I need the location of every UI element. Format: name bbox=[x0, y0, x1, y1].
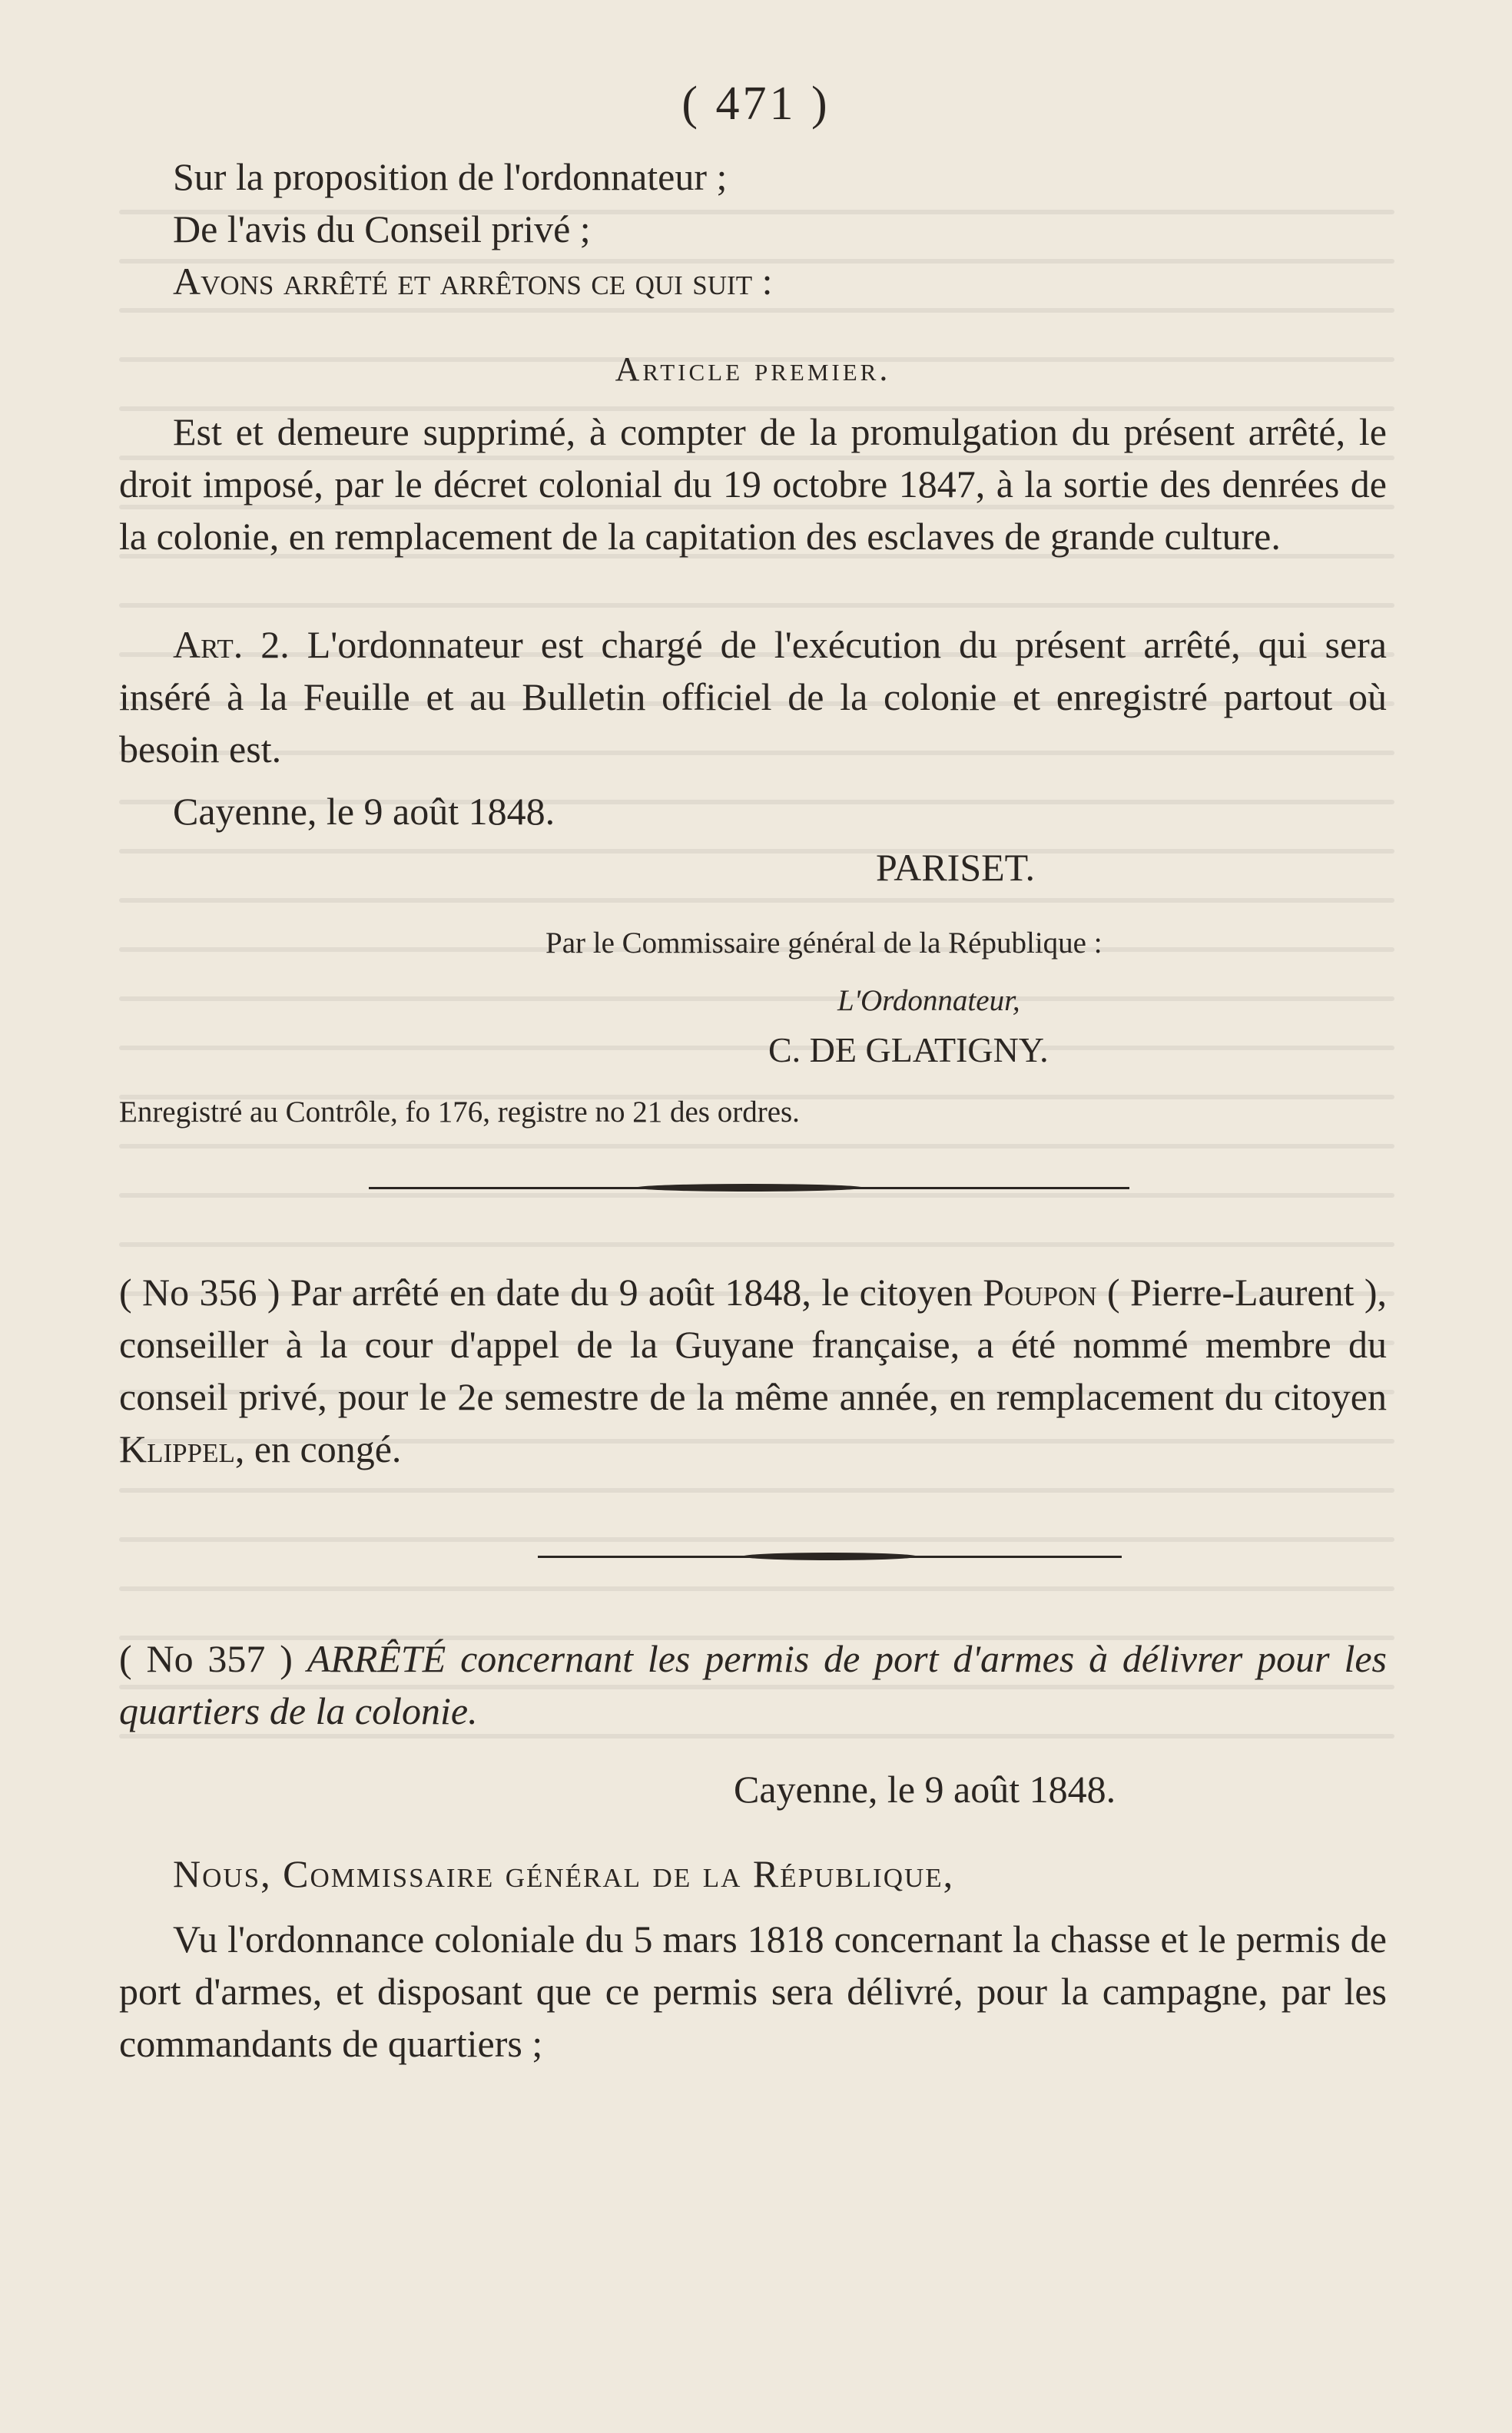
article-1-body bbox=[119, 406, 1387, 562]
ordonnateur-title: L'Ordonnateur, bbox=[837, 984, 1020, 1017]
section-divider bbox=[538, 1556, 1122, 1558]
entry-356-text-b: ( Pierre-Laurent ), conseiller à la cour d'appel de la Guyane française, a été nommé membre du conseil privé, pour le 2e semestre de la même année, en remplacement du citoyen bbox=[119, 1271, 1388, 1418]
entry-356-paragraph bbox=[119, 1266, 1387, 1475]
decree-date: Cayenne, le 9 août 1848. bbox=[173, 790, 555, 833]
commissioner-line: Par le Commissaire général de la République : bbox=[545, 926, 1102, 960]
signature-pariset: PARISET. bbox=[876, 846, 1036, 889]
article-2-label: Art. 2. bbox=[173, 623, 290, 666]
article-heading: Article premier. bbox=[615, 350, 891, 388]
ordonnateur-name: C. DE GLATIGNY. bbox=[768, 1030, 1049, 1069]
entry-357-title: ARRÊTÉ concernant les permis de port d'armes à délivrer pour les quartiers de la colonie. bbox=[119, 1637, 1388, 1732]
registration-note: Enregistré au Contrôle, fo 176, registre no 21 des ordres. bbox=[119, 1096, 800, 1129]
person-name-klippel: Klippel bbox=[119, 1427, 235, 1470]
entry-356 bbox=[119, 1266, 1387, 1475]
entry-357-date: Cayenne, le 9 août 1848. bbox=[734, 1768, 1116, 1811]
person-name-poupon: Poupon bbox=[983, 1271, 1097, 1314]
decree-preamble bbox=[119, 151, 1387, 307]
entry-356-number: ( No 356 ) bbox=[119, 1271, 280, 1314]
entry-357-body bbox=[119, 1913, 1387, 2070]
article-2-text: L'ordonnateur est chargé de l'exécution du présent arrêté, qui sera inséré à la Feuille et au Bulletin officiel de la colonie et enregistré partout où besoin est. bbox=[119, 623, 1387, 771]
preamble-line: Sur la proposition de l'ordonnateur ; bbox=[173, 155, 728, 198]
decree-formula: Avons arrêté et arrêtons ce qui suit : bbox=[173, 260, 773, 303]
entry-357-title-line bbox=[119, 1632, 1387, 1737]
article-2-body bbox=[119, 618, 1387, 775]
entry-356-text-c: , en congé. bbox=[234, 1427, 402, 1470]
entry-357-paragraph: Vu l'ordonnance coloniale du 5 mars 1818 concernant la chasse et le permis de port d'armes, et disposant que ce permis sera délivré, pour la campagne, par les commandants de quartiers ; bbox=[119, 1918, 1387, 2065]
entry-357-heading-block bbox=[119, 1848, 1387, 1900]
article-2-paragraph bbox=[119, 618, 1387, 775]
entry-356-text-a: Par arrêté en date du 9 août 1848, le citoyen bbox=[290, 1271, 973, 1314]
entry-357-number: ( No 357 ) bbox=[119, 1637, 293, 1680]
page-number: ( 471 ) bbox=[681, 78, 831, 130]
decree-date-block bbox=[119, 785, 1387, 837]
section-divider bbox=[369, 1187, 1129, 1189]
entry-357 bbox=[119, 1632, 1387, 1737]
article-1-text: Est et demeure supprimé, à compter de la promulgation du présent arrêté, le droit imposé, par le décret colonial du 19 octobre 1847, à la sortie des denrées de la colonie, en remplacement de la capitation des esclaves de grande culture. bbox=[119, 410, 1387, 558]
entry-357-heading: Nous, Commissaire général de la République, bbox=[173, 1852, 955, 1895]
preamble-line: De l'avis du Conseil privé ; bbox=[173, 207, 591, 250]
